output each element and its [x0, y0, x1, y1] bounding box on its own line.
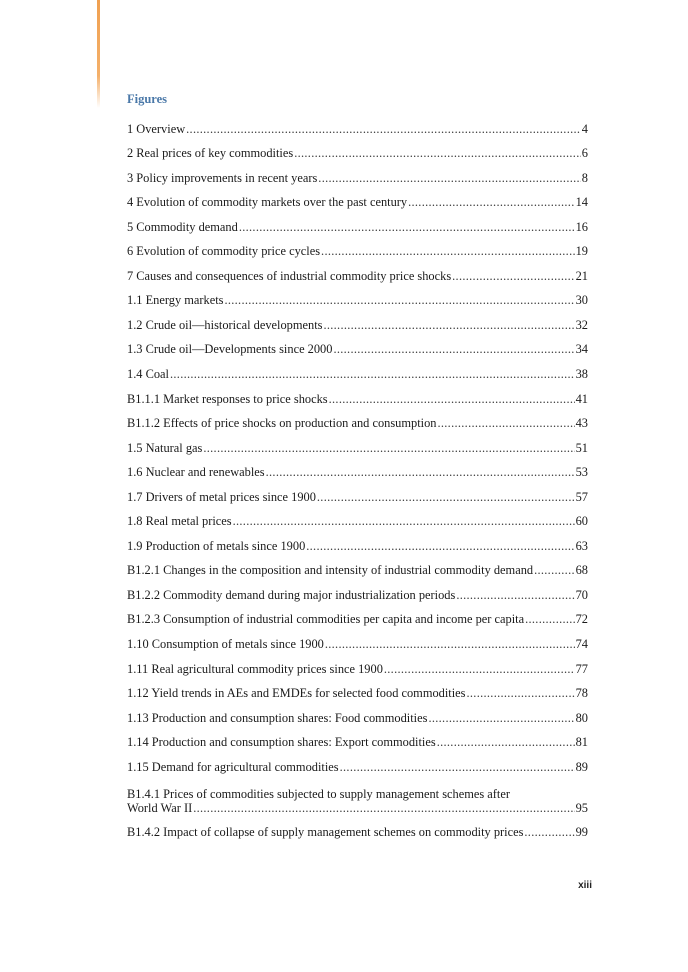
figure-entry[interactable] [127, 529, 588, 554]
figure-page-number: 57 [575, 489, 588, 504]
figure-title: 4 Evolution of commodity markets over the past century [127, 195, 408, 210]
figure-title: 1.10 Consumption of metals since 1900 [127, 637, 324, 652]
figure-title: 1.14 Production and consumption shares: Export commodities [127, 735, 436, 750]
figure-entry[interactable] [127, 816, 588, 841]
figure-entry[interactable] [127, 554, 588, 579]
figure-page-number: 32 [575, 317, 588, 332]
dot-leader [333, 342, 574, 357]
figure-entry[interactable] [127, 407, 588, 432]
dot-leader [428, 711, 574, 726]
dot-leader [170, 367, 575, 382]
figure-title: World War II [127, 800, 193, 815]
figure-title: 1.7 Drivers of metal prices since 1900 [127, 489, 316, 504]
figure-page-number: 38 [575, 367, 588, 382]
figure-page-number: 77 [575, 661, 588, 676]
figure-entry[interactable] [127, 308, 588, 333]
dot-leader [408, 195, 575, 210]
figure-title: 1 Overview [127, 121, 186, 136]
dot-leader [193, 801, 574, 816]
figure-title: 1.5 Natural gas [127, 440, 203, 455]
figure-entry[interactable] [127, 677, 588, 702]
figure-page-number: 34 [575, 342, 588, 357]
figure-page-number: 60 [575, 514, 588, 529]
figure-entry[interactable] [127, 456, 588, 481]
dot-leader [224, 293, 574, 308]
figure-entry[interactable] [127, 161, 588, 186]
figure-page-number: 4 [581, 121, 588, 136]
figure-entry[interactable] [127, 284, 588, 309]
figure-page-number: 99 [575, 825, 588, 840]
figure-page-number: 51 [575, 440, 588, 455]
figure-page-number: 30 [575, 293, 588, 308]
figure-title: 1.11 Real agricultural commodity prices since 1900 [127, 661, 383, 676]
figure-page-number: 95 [575, 800, 588, 815]
figure-page-number: 89 [575, 759, 588, 774]
figure-entry[interactable] [127, 382, 588, 407]
figure-title: B1.4.2 Impact of collapse of supply management schemes on commodity prices [127, 825, 524, 840]
figure-title: 1.13 Production and consumption shares: Food commodities [127, 710, 428, 725]
figure-title: 1.2 Crude oil—historical developments [127, 317, 323, 332]
figure-page-number: 72 [575, 612, 588, 627]
figure-entry[interactable] [127, 701, 588, 726]
dot-leader [534, 563, 575, 578]
dot-leader [437, 735, 575, 750]
figure-entry[interactable] [127, 652, 588, 677]
figure-title: B1.2.2 Commodity demand during major industrialization periods [127, 587, 456, 602]
dot-leader [524, 825, 574, 840]
figure-entry[interactable] [127, 333, 588, 358]
figure-entry[interactable] [127, 112, 588, 137]
figure-entry[interactable] [127, 480, 588, 505]
figure-entry[interactable] [127, 578, 588, 603]
dot-leader [323, 318, 574, 333]
dot-leader [318, 171, 581, 186]
figure-title: 1.6 Nuclear and renewables [127, 465, 265, 480]
figure-entry[interactable] [127, 357, 588, 382]
figure-entry[interactable] [127, 726, 588, 751]
figure-page-number: 8 [581, 170, 588, 185]
figure-title-line: B1.4.1 Prices of commodities subjected to supply management schemes after [127, 786, 510, 801]
figure-page-number: 81 [575, 735, 588, 750]
accent-bar [97, 0, 100, 108]
dot-leader [384, 662, 575, 677]
figure-entry[interactable] [127, 137, 588, 162]
figure-page-number: 16 [575, 219, 588, 234]
figure-entry[interactable] [127, 775, 588, 816]
figure-entry[interactable] [127, 210, 588, 235]
dot-leader [340, 760, 575, 775]
figure-page-number: 43 [575, 416, 588, 431]
figure-title: 1.8 Real metal prices [127, 514, 232, 529]
figure-title: B1.2.1 Changes in the composition and intensity of industrial commodity demand [127, 563, 534, 578]
figure-page-number: 70 [575, 587, 588, 602]
dot-leader [306, 539, 574, 554]
figure-title: B1.2.3 Consumption of industrial commodities per capita and income per capita [127, 612, 525, 627]
dot-leader [452, 269, 574, 284]
figure-page-number: 21 [575, 268, 588, 283]
dot-leader [467, 686, 575, 701]
figure-entry[interactable] [127, 505, 588, 530]
dot-leader [203, 441, 574, 456]
dot-leader [294, 146, 581, 161]
figure-title: 1.9 Production of metals since 1900 [127, 538, 306, 553]
figure-page-number: 6 [581, 146, 588, 161]
figure-title: 1.12 Yield trends in AEs and EMDEs for selected food commodities [127, 686, 466, 701]
figure-page-number: 63 [575, 538, 588, 553]
figure-title: 7 Causes and consequences of industrial commodity price shocks [127, 268, 452, 283]
page-number: xiii [578, 880, 592, 891]
figure-entry[interactable] [127, 431, 588, 456]
dot-leader [186, 122, 581, 137]
figure-entry[interactable] [127, 750, 588, 775]
figure-entries [127, 112, 588, 840]
figure-title: 2 Real prices of key commodities [127, 146, 294, 161]
dot-leader [266, 465, 575, 480]
figures-list [127, 90, 588, 840]
dot-leader [437, 416, 574, 431]
section-heading: Figures [127, 92, 168, 106]
figure-title: B1.1.1 Market responses to price shocks [127, 391, 328, 406]
figure-entry[interactable] [127, 259, 588, 284]
figure-page-number: 19 [575, 244, 588, 259]
dot-leader [456, 588, 574, 603]
figure-entry[interactable] [127, 627, 588, 652]
figure-entry[interactable] [127, 186, 588, 211]
figure-page-number: 53 [575, 465, 588, 480]
dot-leader [321, 244, 575, 259]
figure-page-number: 68 [575, 563, 588, 578]
figure-title: 1.15 Demand for agricultural commodities [127, 759, 339, 774]
figure-title: 1.4 Coal [127, 367, 169, 382]
figure-page-number: 74 [575, 637, 588, 652]
figure-title: 1.1 Energy markets [127, 293, 224, 308]
figure-title: 3 Policy improvements in recent years [127, 170, 318, 185]
figure-entry[interactable] [127, 603, 588, 628]
figure-title: 6 Evolution of commodity price cycles [127, 244, 321, 259]
dot-leader [329, 392, 575, 407]
dot-leader [239, 220, 575, 235]
dot-leader [233, 514, 575, 529]
figure-title: 5 Commodity demand [127, 219, 238, 234]
figure-page-number: 80 [575, 710, 588, 725]
dot-leader [317, 490, 575, 505]
figure-title: B1.1.2 Effects of price shocks on production and consumption [127, 416, 437, 431]
figure-page-number: 41 [575, 391, 588, 406]
dot-leader [325, 637, 575, 652]
figure-page-number: 78 [575, 686, 588, 701]
dot-leader [525, 612, 575, 627]
figure-page-number: 14 [575, 195, 588, 210]
figure-title: 1.3 Crude oil—Developments since 2000 [127, 342, 333, 357]
figure-entry[interactable] [127, 235, 588, 260]
